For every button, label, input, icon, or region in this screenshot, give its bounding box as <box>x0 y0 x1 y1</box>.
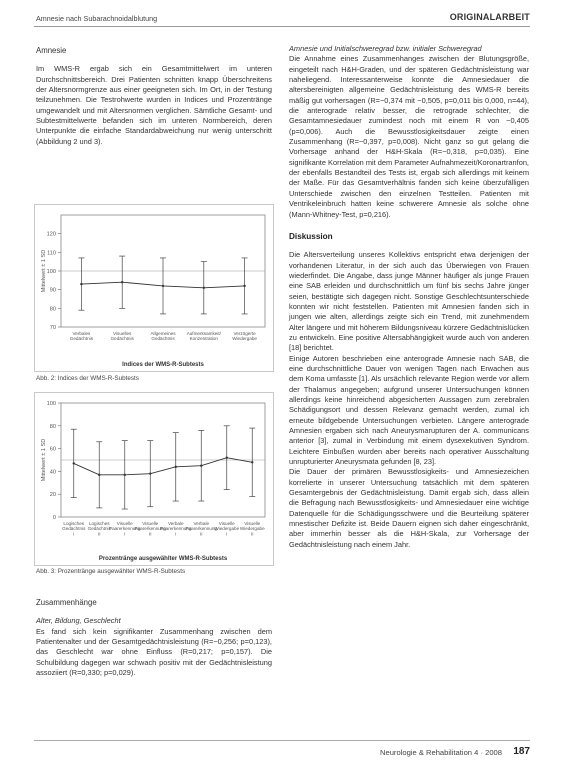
y-tick-label: 0 <box>52 515 56 521</box>
x-tick-label: Visuelle Wiedergabe I <box>214 521 240 537</box>
data-point <box>226 457 228 459</box>
chart-title: Prozentränge ausgewählter WMS-R-Subtests <box>98 556 228 562</box>
x-tick-label: Verbales Gedächtnis <box>69 331 94 342</box>
data-point <box>73 462 75 464</box>
y-tick-label: 80 <box>49 306 56 313</box>
heading-diskussion: Diskussion <box>289 231 333 241</box>
x-tick-label: Logisches Gedächtnis II <box>87 521 111 537</box>
section-label: ORIGINALARBEIT <box>449 12 530 22</box>
y-axis-label: Mittelwert ± 1 SD <box>41 249 47 293</box>
x-tick-label: Verzögerte Wiedergabe <box>232 331 257 342</box>
running-title: Amnesie nach Subarachnoidalblutung <box>36 14 158 23</box>
header-rule <box>34 26 530 27</box>
data-point <box>121 281 123 283</box>
y-tick-label: 120 <box>46 231 56 238</box>
y-tick-label: 70 <box>49 325 56 331</box>
left-column-intro <box>36 46 272 147</box>
figure-2-caption: Abb. 2: Indices der WMS-R-Subtests <box>36 375 139 382</box>
data-point <box>149 472 151 474</box>
heading-amnesie: Amnesie <box>36 46 67 55</box>
x-tick-label: Verbale Paarerkennung II <box>185 521 217 537</box>
data-point <box>80 283 82 285</box>
y-tick-label: 100 <box>46 269 56 275</box>
x-tick-label: Logisches Gedächtnis I <box>62 521 86 537</box>
right-column <box>289 44 529 550</box>
y-axis-label: Mittelwert ± 1 SD <box>41 438 47 482</box>
data-point <box>251 461 253 463</box>
y-tick-label: 110 <box>47 250 56 257</box>
y-tick-label: 100 <box>46 401 56 407</box>
x-tick-label: Visuelle Paarerkennung II <box>134 521 166 537</box>
subheading-alter-bildung: Alter, Bildung, Geschlecht <box>36 616 121 626</box>
paragraph-diskussion-2: Einige Autoren beschrieben eine anterograde Amnesie nach SAB, die eine durchschnittliche Dauer von wenigen Tagen nach Erwachen aus dem Koma umfasste [1]. Als ursächlich relevante Region werde vor allem der Thalamus angegeben; aufgrund unserer Untersuchungen können allerdings keine hinreichend abgesicherten Aussagen zum zerebralen Schädigungsort und dessen Relevanz gemacht werden, zumal ich erneute bildgebende Untersuchungen verbieten. Längere anterograde Amnesien ergaben sich nach Aneurysmarupturen der A. communicans anterior [3], zumal in Verbindung mit einem dysexekutiven Syndrom. Leichtere Einbußen wurden aber bereits nach operativer Ausschaltung unrupturierter Aneurysmata gefunden [8, 23]. <box>289 353 529 467</box>
x-tick-label: Visuelles Gedächtnis <box>110 331 134 342</box>
figure-3 <box>34 392 274 566</box>
footer-rule <box>34 740 530 741</box>
x-tick-label: Visuelle Paarerkennung I <box>109 521 141 537</box>
heading-zusammenhaenge: Zusammenhänge <box>36 598 97 607</box>
left-column-bottom <box>36 598 272 678</box>
paragraph-initialschweregrad: Die Annahme eines Zusammenhanges zwischen der Blutungsgröße, eingeteilt nach H&H-Graden, und der späteren Gedächtnisleistung war naheliegend. Interessanterweise konnte die Amnesiedauer die altersbereinigten allgemeine Gedächtnisleistung des WMS-R bereits mäßig gut vorhersagen (R=−0,374 mit −0,505, p=0,011 bis 0,000, n=44), die anterograde relativ besser, die retrograde schlechter, die Gesamtamnesiedauer zumindest noch mit einem R von −0,405 (p=0,006). Auch die Bewusstlosigkeitsdauer zeigte einen Zusammenhang (R=−0,397, p=0,008). Nicht ganz so gut gelang die Vorhersage anhand der H&H-Skala (R=−0,318, p=0,035). Eine signifikante Korrelation mit dem Parameter Aufnahmezeit/Koronartranfon, der ebenfalls Bestandteil des Tests ist, ergab sich allerdings mit keinem der Maße. Für das Gesamtverhältnis fanden sich keine überzufälligen Unterschiede zwischen den einzelnen Testteilen. Patienten mit Ventrikeleinbruch hatten keine schwerere Amnesie als solche ohne (Mann-Whitney-Test, p=0,216). <box>289 54 529 219</box>
y-tick-label: 60 <box>49 446 56 453</box>
paragraph-amnesie: Im WMS-R ergab sich ein Gesamtmittelwert im unteren Durchschnittsbereich. Drei Patienten schnitten knapp Überschreitens der Altersnormgrenze aus einer geeigneten sich. Im Ort, in der Testung teilzunehmen. Die Testrohwerte wurden in Indices und Prozentränge umgewandelt und mit Altersnormen verglichen. Sämtliche Gesamt- und Subtestmittelwerte befanden sich im unteren Normbereich, deren Unterpunkte die einfache Standardabweichung nur wenig unterschritt (Abbildung 2 und 3). <box>36 64 272 146</box>
chart-prozentraenge <box>35 393 273 565</box>
data-point <box>203 287 205 289</box>
x-tick-label: Verbale Paarerkennung I <box>160 521 192 537</box>
page-footer <box>0 740 562 770</box>
x-tick-label: Allgemeines Gedächtnis <box>150 331 176 342</box>
running-header <box>0 0 562 32</box>
figure-3-caption: Abb. 3: Prozentränge ausgewählter WMS-R-Subtests <box>36 568 186 575</box>
data-point <box>124 474 126 476</box>
y-tick-label: 80 <box>49 423 56 430</box>
x-tick-label: Visuelle Wiedergabe II <box>239 521 265 537</box>
y-tick-label: 20 <box>49 492 56 499</box>
chart-indices <box>35 205 273 371</box>
y-tick-label: 40 <box>49 469 56 476</box>
page-number: 187 <box>513 746 530 757</box>
paragraph-diskussion-1: Die Altersverteilung unseres Kollektivs entspricht etwa derjenigen der vorhandenen Literatur, in der sich auch das Überwiegen von Frauen wiederfindet. Die Angabe, dass junge Männer häufiger als junge Frauen eine SAB erleiden und durchschnittlich um fünf bis sechs Jahre jünger seien, bestätigte sich dagegen nicht. Sonstige Geschlechtsunterschiede konnten wir nicht feststellen. Patienten mit Amnesien fanden sich in jungen wie alten, allerdings zeigte sich ein Trend, mit zunehmendem Alter längere und mit höherem Bildungsniveau kürzere Gedächtnislücken zu entwickeln. Eine positive Altersabhängigkeit wurde auch von anderen [18] berichtet. <box>289 250 529 353</box>
data-point <box>175 466 177 468</box>
x-tick-label: Aufmerksamkeit/ Konzentration <box>186 331 221 342</box>
paragraph-zusammenhaenge: Es fand sich kein signifikanter Zusammenhang zwischen dem Patientenalter und der Gesamtgedächtnisleistung (R=−0,256; p=0,123), das Geschlecht war ohne Einfluss (R=0,217; p=0,157). Die Schulbildung dagegen war schwach positiv mit der Gedächtnisleistung assoziiert (R=0,330; p=0,029). <box>36 626 272 678</box>
figure-2 <box>34 204 274 372</box>
y-tick-label: 90 <box>49 287 56 294</box>
journal-name: Neurologie & Rehabilitation 4 · 2008 <box>379 748 502 757</box>
paragraph-diskussion-3: Die Dauer der primären Bewusstlosigkeits- und Amnesiezeichen korrelierte in unserer Untersuchung tatsächlich mit dem späteren Gesamtergebnis der Gedächtnisleistung. Damit ergab sich, dass allein die Befragung nach Bewusstlosigkeits- und Amnesiedauer eine wichtige Datenquelle für die Schädigungsschwere und die Beurteilung späterer mnestischer Defizite ist. Beide Dauern eignen sich daher eingeschränkt, aber immerhin besser als die H&H-Skala, zur Vorhersage der Gedächtnisleistung nach einem Jahr. <box>289 467 529 549</box>
data-point <box>243 285 245 287</box>
data-point <box>98 474 100 476</box>
data-point <box>200 465 202 467</box>
subheading-initialschweregrad: Amnesie und Initialschweregrad bzw. initialer Schweregrad <box>289 44 482 53</box>
data-point <box>162 285 164 287</box>
chart-title: Indices der WMS-R-Subtests <box>122 362 204 368</box>
